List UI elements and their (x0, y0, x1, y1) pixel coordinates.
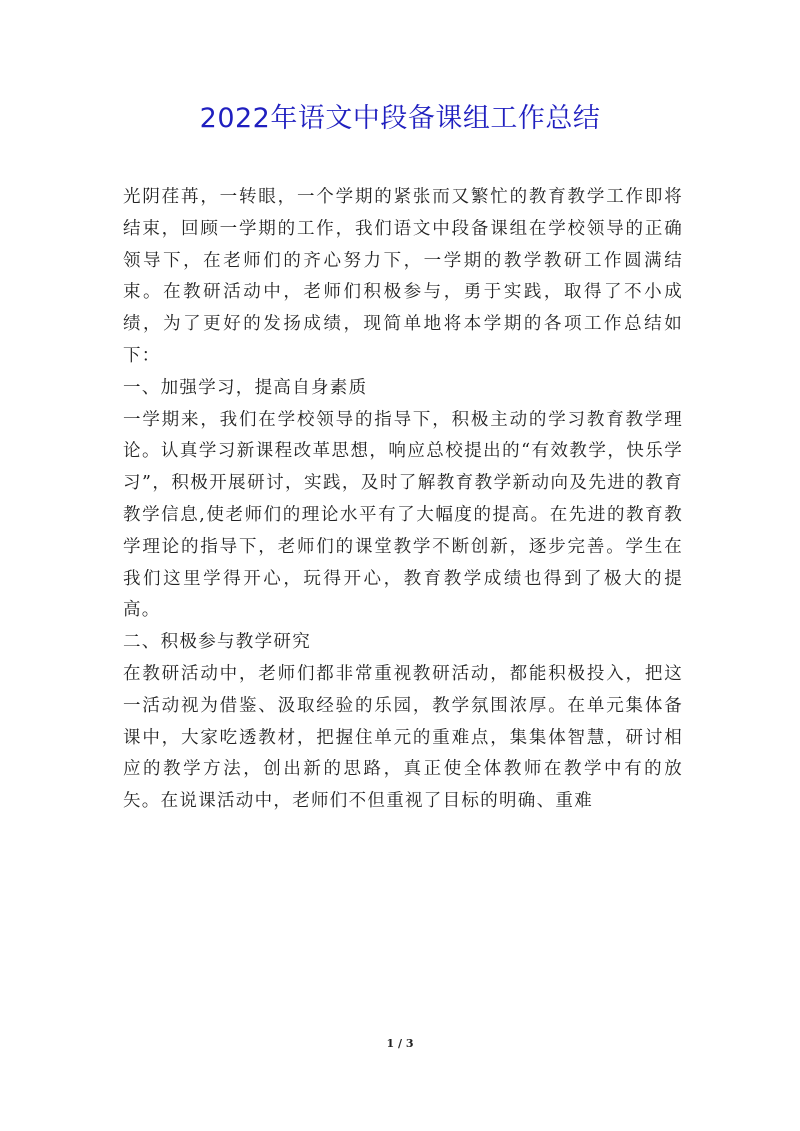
document-body (123, 182, 683, 818)
section-heading-2: 二、积极参与教学研究 (123, 632, 311, 653)
paragraph-section-2: 在教研活动中，老师们都非常重视教研活动，都能积极投入，把这一活动视为借鉴、汲取经验的乐园，教学氛围浓厚。在单元集体备课中，大家吃透教材，把握住单元的重难点，集集体智慧，研讨相应的教学方法，创出新的思路，真正使全体教师在教学中有的放矢。在说课活动中，老师们不但重视了目标的明确、重难 (123, 663, 683, 812)
document-title: 2022年语文中段备课组工作总结 (199, 103, 601, 134)
paragraph-section-1: 一学期来，我们在学校领导的指导下，积极主动的学习教育教学理论。认真学习新课程改革思想，响应总校提出的“有效教学，快乐学习”，积极开展研讨，实践，及时了解教育教学新动向及先进的教育教学信息,使老师们的理论水平有了大幅度的提高。在先进的教育教学理论的指导下，老师们的课堂教学不断创新，逐步完善。学生在我们这里学得开心，玩得开心，教育教学成绩也得到了极大的提高。 (123, 409, 683, 621)
section-heading-1: 一、加强学习，提高自身素质 (123, 377, 368, 398)
paragraph-intro: 光阴荏苒，一转眼，一个学期的紧张而又繁忙的教育教学工作即将结束，回顾一学期的工作，我们语文中段备课组在学校领导的正确领导下，在老师们的齐心努力下，一学期的教学教研工作圆满结束。在教研活动中，老师们积极参与，勇于实践，取得了不小成绩，为了更好的发扬成绩，现简单地将本学期的各项工作总结如下： (123, 187, 683, 366)
page-number: 1 / 3 (386, 1037, 414, 1050)
